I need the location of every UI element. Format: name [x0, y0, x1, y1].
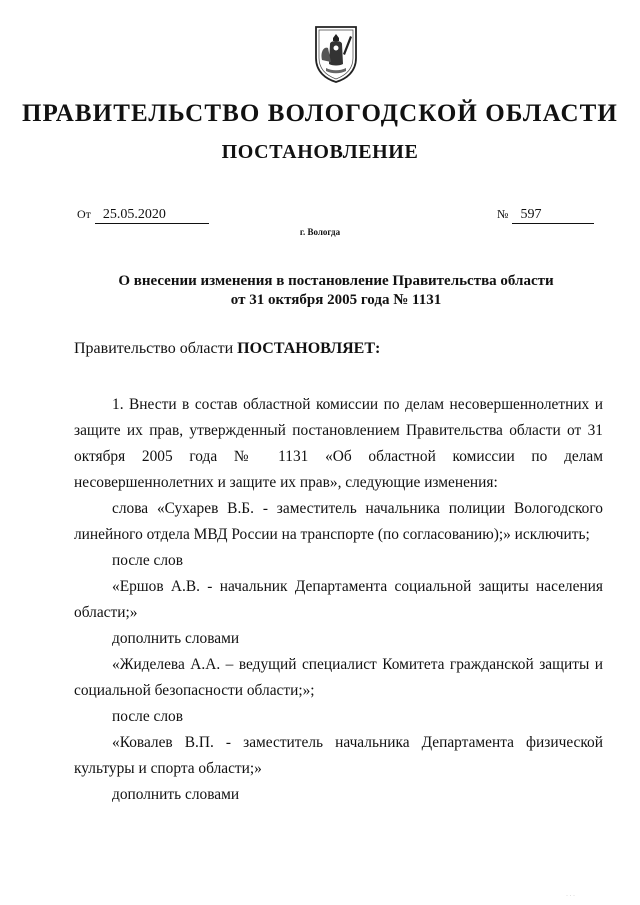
decree-keyword: ПОСТАНОВЛЯЕТ: — [237, 340, 381, 357]
government-title: ПРАВИТЕЛЬСТВО ВОЛОГОДСКОЙ ОБЛАСТИ — [22, 100, 618, 127]
date-value: 25.05.2020 — [95, 207, 209, 224]
vologda-coat-of-arms-icon — [312, 24, 360, 84]
city-label: г. Вологда — [299, 227, 341, 237]
body-paragraph: «Ковалев В.П. - заместитель начальника Департамента физической культуры и спорта области;» — [74, 734, 603, 777]
body-paragraph: после слов — [112, 708, 183, 725]
subject-line-1: О внесении изменения в постановление Правительства области — [118, 273, 554, 289]
body-paragraph: после слов — [112, 552, 183, 569]
body-paragraph: дополнить словами — [112, 786, 240, 803]
number-prefix: № — [497, 207, 509, 221]
decree-lead: Правительство области — [74, 340, 234, 357]
document-body — [74, 392, 603, 808]
document-date — [77, 207, 209, 224]
body-paragraph: 1. Внести в состав областной комиссии по делам несовершеннолетних и защите их прав, утвержденный постановлением Правительства области от 31 октября 2005 года № 1131 «Об областной комиссии по делам несовершеннолетних и защите их прав», следующие изменения: — [74, 396, 603, 491]
decree-statement — [74, 340, 380, 358]
page-mark: ˙ ˙ ˙ — [566, 895, 575, 901]
subject-line-2: от 31 октября 2005 года № 1131 — [230, 292, 442, 308]
body-paragraph: «Жиделева А.А. – ведущий специалист Комитета гражданской защиты и социальной безопасности области;»; — [74, 656, 603, 699]
document-subject — [60, 272, 612, 310]
body-paragraph: слова «Сухарев В.Б. - заместитель начальника полиции Вологодского линейного отдела МВД России на транспорте (по согласованию);» исключить; — [74, 500, 603, 543]
date-prefix: От — [77, 207, 91, 221]
body-paragraph: «Ершов А.В. - начальник Департамента социальной защиты населения области;» — [74, 578, 603, 621]
document-number — [497, 207, 594, 224]
document-type-title: ПОСТАНОВЛЕНИЕ — [221, 141, 419, 163]
body-paragraph: дополнить словами — [112, 630, 240, 647]
number-value: 597 — [512, 207, 594, 224]
